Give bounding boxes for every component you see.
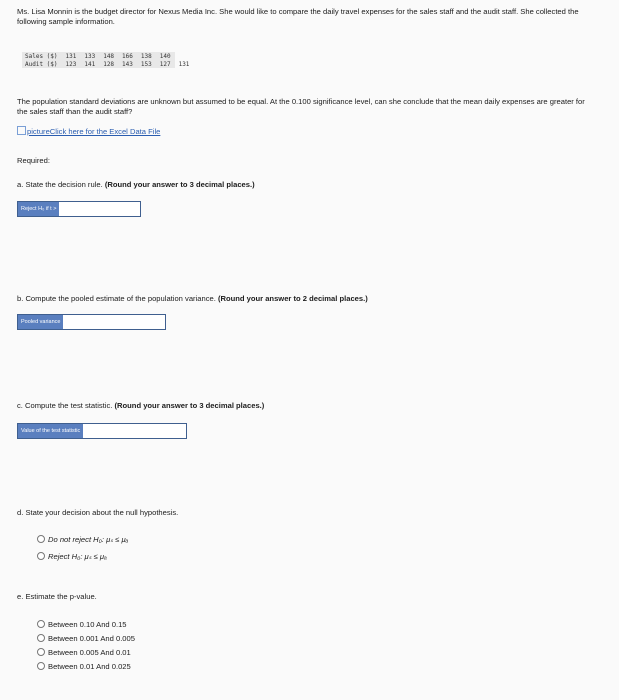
table-cell: 131 xyxy=(65,52,77,60)
table-cell: 153 xyxy=(140,60,152,68)
table-cell: 123 xyxy=(65,60,77,68)
excel-data-link[interactable] xyxy=(17,126,160,136)
table-cell: 133 xyxy=(84,52,96,60)
pooled-variance-label: Pooled variance xyxy=(18,315,63,329)
table-cell: 148 xyxy=(103,52,115,60)
part-a-question: a. State the decision rule. (Round your answer to 3 decimal places.) xyxy=(17,180,255,189)
part-e-question: e. Estimate the p-value. xyxy=(17,592,97,601)
radio-button[interactable] xyxy=(37,648,45,656)
pvalue-option[interactable]: Between 0.005 And 0.01 xyxy=(37,648,131,657)
part-b-question: b. Compute the pooled estimate of the population variance. (Round your answer to 2 decimal places.) xyxy=(17,294,368,303)
test-statistic-label: Value of the test statistic xyxy=(18,424,83,438)
table-cell: 138 xyxy=(140,52,152,60)
table-row xyxy=(22,60,193,68)
pooled-variance-input[interactable] xyxy=(109,315,165,329)
broken-image-icon xyxy=(17,126,26,135)
decision-rule-label: Reject H₀ if t > xyxy=(18,202,59,216)
radio-button[interactable] xyxy=(37,662,45,670)
pvalue-option[interactable]: Between 0.001 And 0.005 xyxy=(37,634,135,643)
excel-link-text: pictureClick here for the Excel Data File xyxy=(27,127,161,136)
sales-row-label: Sales ($) xyxy=(25,52,58,60)
decision-option-do-not-reject[interactable]: Do not reject H₀: μₛ ≤ μₐ xyxy=(37,535,128,544)
decision-option-reject[interactable]: Reject H₀: μₛ ≤ μₐ xyxy=(37,552,107,561)
radio-button[interactable] xyxy=(37,552,45,560)
part-b-hint: (Round your answer to 2 decimal places.) xyxy=(217,294,368,303)
pvalue-option[interactable]: Between 0.10 And 0.15 xyxy=(37,620,127,629)
decision-rule-input[interactable] xyxy=(82,202,140,216)
table-cell: 141 xyxy=(84,60,96,68)
table-cell: 143 xyxy=(122,60,133,68)
part-c-question: c. Compute the test statistic. (Round your answer to 3 decimal places.) xyxy=(17,401,265,410)
audit-row-label: Audit ($) xyxy=(25,60,58,68)
table-cell: 127 xyxy=(159,60,171,68)
table-cell xyxy=(175,52,194,60)
intro-text: Ms. Lisa Monnin is the budget director for Nexus Media Inc. She would like to compare the daily travel expenses for the sales staff and the audit staff. She collected the following sample information. xyxy=(17,7,579,26)
radio-button[interactable] xyxy=(37,535,45,543)
part-a-hint: (Round your answer to 3 decimal places.) xyxy=(104,180,255,189)
table-cell: 128 xyxy=(103,60,115,68)
pooled-variance-field xyxy=(17,314,166,330)
required-heading: Required: xyxy=(17,156,50,165)
table-cell: 166 xyxy=(122,52,133,60)
pvalue-option[interactable]: Between 0.01 And 0.025 xyxy=(37,662,131,671)
part-c-hint: (Round your answer to 3 decimal places.) xyxy=(114,401,265,410)
radio-button[interactable] xyxy=(37,634,45,642)
problem-description: The population standard deviations are unknown but assumed to be equal. At the 0.100 significance level, can she conclude that the mean daily expenses are greater for the sales staff than the audit staff? xyxy=(17,97,585,116)
radio-button[interactable] xyxy=(37,620,45,628)
table-row xyxy=(22,52,193,60)
test-statistic-input[interactable] xyxy=(124,424,186,438)
part-d-question: d. State your decision about the null hypothesis. xyxy=(17,508,179,517)
table-cell: 131 xyxy=(175,60,194,68)
test-statistic-field xyxy=(17,423,187,439)
sample-data-table xyxy=(22,52,193,68)
table-cell: 140 xyxy=(159,52,171,60)
decision-rule-field xyxy=(17,201,141,217)
